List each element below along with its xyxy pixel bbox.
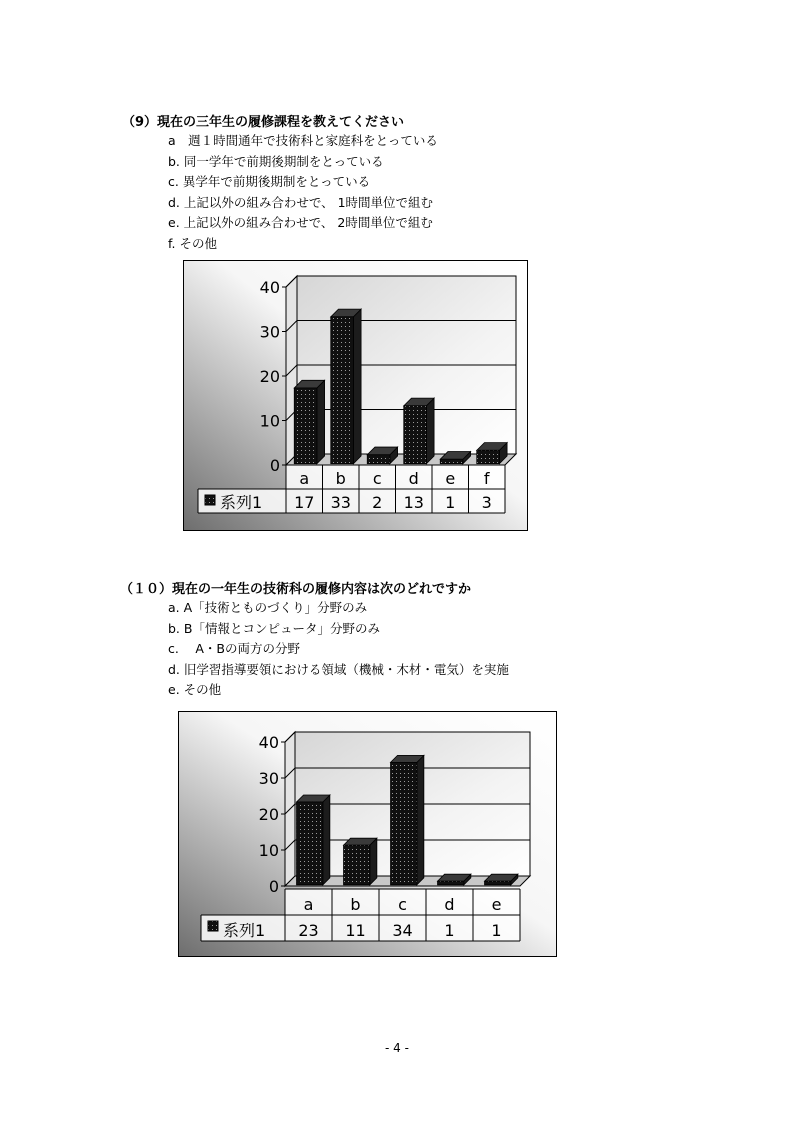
legend-swatch xyxy=(205,495,215,505)
bar-d xyxy=(438,881,464,885)
legend-label: 系列1 xyxy=(220,493,263,512)
x-category-label-a: a xyxy=(303,895,314,914)
y-tick-label: 30 xyxy=(259,322,280,342)
data-label-b: 33 xyxy=(330,493,351,512)
q9-option-c: c. 異学年で前期後期制をとっている xyxy=(168,174,371,189)
x-category-label-e: e xyxy=(491,895,502,914)
bar-side xyxy=(370,838,377,885)
bar-side xyxy=(317,380,325,463)
bar-a xyxy=(294,388,317,464)
y-tick-label: 30 xyxy=(258,769,279,788)
data-label-a: 23 xyxy=(298,921,319,940)
q9-option-b: b. 同一学年で前期後期制をとっている xyxy=(168,153,384,169)
q10-option-a: a. A「技術とものづくり」分野のみ xyxy=(168,600,368,615)
y-tick-label: 0 xyxy=(269,456,280,475)
data-label-e: 1 xyxy=(445,493,456,512)
x-category-label-c: c xyxy=(372,469,382,488)
legend-label: 系列1 xyxy=(223,921,266,940)
question-9-title: （9）現在の三年生の履修課程を教えてください xyxy=(122,115,405,130)
q10-option-e: e. その他 xyxy=(168,682,222,697)
bar-c xyxy=(367,455,390,464)
question-9-options xyxy=(168,131,438,254)
bar-f xyxy=(477,450,500,463)
question-9-chart-svg xyxy=(184,261,527,530)
y-tick-label: 10 xyxy=(259,411,280,431)
bar-e xyxy=(440,459,463,463)
page-number: - 4 - xyxy=(385,1041,409,1055)
data-label-b: 11 xyxy=(345,921,366,940)
legend-swatch xyxy=(208,921,218,931)
bar-side xyxy=(323,795,330,885)
x-category-label-a: a xyxy=(299,469,310,488)
bar-e xyxy=(485,881,511,885)
x-category-label-d: d xyxy=(444,895,455,914)
question-10-options xyxy=(168,598,509,701)
q10-option-d: d. 旧学習指導要領における領域（機械・木材・電気）を実施 xyxy=(168,661,509,677)
bar-side xyxy=(417,755,424,884)
x-category-label-e: e xyxy=(445,469,456,488)
y-tick-label: 40 xyxy=(259,278,280,297)
x-category-label-b: b xyxy=(350,895,361,914)
x-category-label-c: c xyxy=(398,895,407,914)
question-9-chart xyxy=(183,260,528,531)
data-label-a: 17 xyxy=(294,493,315,512)
data-label-c: 34 xyxy=(392,921,413,940)
y-tick-label: 40 xyxy=(258,733,279,752)
data-label-c: 2 xyxy=(372,493,383,512)
bar-a xyxy=(297,802,323,885)
q9-option-f: f. その他 xyxy=(168,235,217,251)
x-category-label-b: b xyxy=(335,469,346,488)
bar-b xyxy=(331,317,354,464)
data-label-e: 1 xyxy=(491,921,502,940)
data-label-d: 1 xyxy=(444,921,455,940)
q10-option-c: c. A・Bの両方の分野 xyxy=(168,641,300,656)
q9-option-e: e. 上記以外の組み合わせで、 2時間単位で組む xyxy=(168,215,433,230)
x-category-label-f: f xyxy=(483,469,490,488)
bar-side xyxy=(426,398,434,464)
y-tick-label: 0 xyxy=(268,877,279,896)
y-tick-label: 20 xyxy=(258,805,279,824)
question-10-title: （１０）現在の一年生の技術科の履修内容は次のどれですか xyxy=(120,582,472,597)
bar-side xyxy=(353,309,361,464)
q10-option-b: b. B「情報とコンピュータ」分野のみ xyxy=(168,620,380,636)
x-category-label-d: d xyxy=(408,469,419,488)
data-label-f: 3 xyxy=(481,493,492,512)
question-10-chart-svg xyxy=(179,712,556,956)
q9-option-d: d. 上記以外の組み合わせで、 1時間単位で組む xyxy=(168,194,434,210)
y-tick-label: 10 xyxy=(258,841,279,860)
data-label-d: 13 xyxy=(403,493,424,512)
y-tick-label: 20 xyxy=(259,367,280,386)
bar-b xyxy=(344,845,370,885)
question-10-chart xyxy=(178,711,557,957)
bar-c xyxy=(391,762,417,884)
q9-option-a: a 週１時間通年で技術科と家庭科をとっている xyxy=(168,133,438,148)
bar-d xyxy=(404,406,427,464)
